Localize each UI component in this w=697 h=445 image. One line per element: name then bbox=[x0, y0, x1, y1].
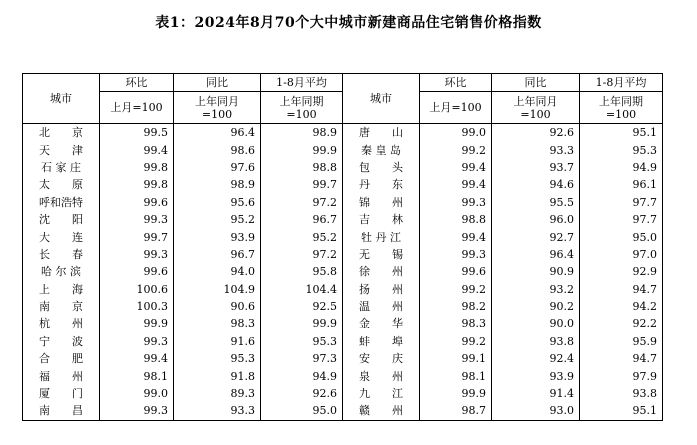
avg-cell-left: 97.2 bbox=[261, 194, 343, 211]
mom-cell-right: 99.4 bbox=[420, 228, 492, 245]
avg-cell-right: 94.9 bbox=[580, 159, 663, 176]
table-row bbox=[23, 176, 663, 193]
avg-cell-left: 95.2 bbox=[261, 228, 343, 245]
avg-cell-right: 94.2 bbox=[580, 298, 663, 315]
avg-cell-right: 95.9 bbox=[580, 333, 663, 350]
avg-header-right: 1-8月平均 bbox=[580, 74, 663, 92]
city-cell-right: 金 华 bbox=[343, 315, 420, 332]
yoy-cell-right: 90.0 bbox=[492, 315, 580, 332]
yoy-cell-left: 98.3 bbox=[174, 315, 261, 332]
yoy-cell-left: 96.7 bbox=[174, 246, 261, 263]
table-row bbox=[23, 367, 663, 384]
city-cell-left: 南 京 bbox=[23, 298, 100, 315]
avg-cell-right: 95.0 bbox=[580, 228, 663, 245]
mom-cell-left: 100.6 bbox=[100, 281, 174, 298]
yoy-cell-right: 93.9 bbox=[492, 367, 580, 384]
avg-cell-left: 97.3 bbox=[261, 350, 343, 367]
table-row bbox=[23, 350, 663, 367]
city-cell-right: 扬 州 bbox=[343, 281, 420, 298]
mom-cell-left: 99.8 bbox=[100, 159, 174, 176]
avg-cell-right: 95.1 bbox=[580, 402, 663, 420]
table-row bbox=[23, 315, 663, 332]
mom-cell-left: 99.7 bbox=[100, 228, 174, 245]
mom-cell-right: 99.9 bbox=[420, 385, 492, 402]
mom-cell-left: 99.6 bbox=[100, 194, 174, 211]
city-header-right: 城市 bbox=[343, 74, 420, 124]
table-row bbox=[23, 385, 663, 402]
city-cell-right: 锦 州 bbox=[343, 194, 420, 211]
city-cell-right: 赣 州 bbox=[343, 402, 420, 420]
mom-cell-right: 99.2 bbox=[420, 281, 492, 298]
city-cell-left: 宁 波 bbox=[23, 333, 100, 350]
city-cell-right: 九 江 bbox=[343, 385, 420, 402]
mom-cell-right: 98.7 bbox=[420, 402, 492, 420]
city-cell-right: 包 头 bbox=[343, 159, 420, 176]
avg-cell-right: 94.7 bbox=[580, 281, 663, 298]
yoy-cell-right: 92.6 bbox=[492, 124, 580, 142]
city-cell-right: 吉 林 bbox=[343, 211, 420, 228]
yoy-header-right: 同比 bbox=[492, 74, 580, 92]
city-cell-left: 呼和浩特 bbox=[23, 194, 100, 211]
yoy-cell-left: 94.0 bbox=[174, 263, 261, 280]
mom-cell-left: 99.4 bbox=[100, 350, 174, 367]
avg-cell-left: 92.6 bbox=[261, 385, 343, 402]
mom-cell-left: 99.5 bbox=[100, 124, 174, 142]
mom-cell-left: 99.3 bbox=[100, 246, 174, 263]
mom-cell-left: 99.3 bbox=[100, 211, 174, 228]
avg-base-line1: 上年同期 bbox=[279, 94, 324, 108]
city-cell-left: 哈 尔 滨 bbox=[23, 263, 100, 280]
yoy-cell-left: 97.6 bbox=[174, 159, 261, 176]
avg-base-left bbox=[261, 92, 343, 124]
table-row bbox=[23, 281, 663, 298]
yoy-cell-left: 89.3 bbox=[174, 385, 261, 402]
yoy-cell-right: 90.2 bbox=[492, 298, 580, 315]
city-cell-right: 安 庆 bbox=[343, 350, 420, 367]
mom-cell-left: 99.0 bbox=[100, 385, 174, 402]
yoy-base-line2: =100 bbox=[520, 107, 551, 121]
city-cell-left: 上 海 bbox=[23, 281, 100, 298]
city-cell-left: 沈 阳 bbox=[23, 211, 100, 228]
avg-cell-left: 98.8 bbox=[261, 159, 343, 176]
table-header bbox=[23, 74, 663, 124]
avg-base-right bbox=[580, 92, 663, 124]
mom-base-left: 上月=100 bbox=[100, 92, 174, 124]
mom-cell-right: 99.3 bbox=[420, 246, 492, 263]
city-cell-right: 徐 州 bbox=[343, 263, 420, 280]
table-row bbox=[23, 228, 663, 245]
mom-header-left: 环比 bbox=[100, 74, 174, 92]
city-cell-right: 温 州 bbox=[343, 298, 420, 315]
yoy-cell-right: 93.8 bbox=[492, 333, 580, 350]
city-cell-left: 合 肥 bbox=[23, 350, 100, 367]
table-row bbox=[23, 402, 663, 420]
mom-cell-right: 99.3 bbox=[420, 194, 492, 211]
table-row bbox=[23, 159, 663, 176]
avg-cell-left: 95.0 bbox=[261, 402, 343, 420]
yoy-base-line2: =100 bbox=[201, 107, 233, 121]
avg-cell-right: 95.3 bbox=[580, 141, 663, 158]
avg-cell-right: 92.2 bbox=[580, 315, 663, 332]
city-cell-left: 太 原 bbox=[23, 176, 100, 193]
avg-base-line1: 上年同期 bbox=[599, 94, 643, 108]
mom-cell-left: 99.8 bbox=[100, 176, 174, 193]
mom-cell-right: 98.1 bbox=[420, 367, 492, 384]
avg-base-line2: =100 bbox=[286, 107, 317, 121]
table-row bbox=[23, 211, 663, 228]
yoy-cell-left: 91.6 bbox=[174, 333, 261, 350]
yoy-cell-left: 95.2 bbox=[174, 211, 261, 228]
mom-cell-right: 99.0 bbox=[420, 124, 492, 142]
yoy-cell-right: 93.3 bbox=[492, 141, 580, 158]
city-cell-right: 无 锡 bbox=[343, 246, 420, 263]
mom-cell-right: 99.1 bbox=[420, 350, 492, 367]
table-row bbox=[23, 298, 663, 315]
table-row bbox=[23, 333, 663, 350]
city-cell-left: 厦 门 bbox=[23, 385, 100, 402]
avg-cell-left: 97.2 bbox=[261, 246, 343, 263]
avg-cell-left: 92.5 bbox=[261, 298, 343, 315]
yoy-base-left bbox=[174, 92, 261, 124]
yoy-cell-right: 95.5 bbox=[492, 194, 580, 211]
mom-cell-left: 100.3 bbox=[100, 298, 174, 315]
mom-cell-right: 98.3 bbox=[420, 315, 492, 332]
table-body bbox=[23, 124, 663, 421]
avg-cell-left: 95.3 bbox=[261, 333, 343, 350]
yoy-cell-left: 95.3 bbox=[174, 350, 261, 367]
mom-base-right: 上月=100 bbox=[420, 92, 492, 124]
mom-cell-right: 99.2 bbox=[420, 333, 492, 350]
table-row bbox=[23, 124, 663, 142]
yoy-cell-left: 93.9 bbox=[174, 228, 261, 245]
avg-cell-right: 93.8 bbox=[580, 385, 663, 402]
mom-cell-left: 99.3 bbox=[100, 402, 174, 420]
avg-cell-left: 98.9 bbox=[261, 124, 343, 142]
yoy-cell-left: 91.8 bbox=[174, 367, 261, 384]
avg-cell-right: 92.9 bbox=[580, 263, 663, 280]
mom-header-right: 环比 bbox=[420, 74, 492, 92]
mom-cell-left: 99.9 bbox=[100, 315, 174, 332]
mom-cell-left: 99.6 bbox=[100, 263, 174, 280]
avg-base-line2: =100 bbox=[605, 107, 637, 121]
city-cell-left: 长 春 bbox=[23, 246, 100, 263]
yoy-cell-right: 92.4 bbox=[492, 350, 580, 367]
city-cell-right: 蚌 埠 bbox=[343, 333, 420, 350]
mom-cell-right: 99.4 bbox=[420, 176, 492, 193]
table-row bbox=[23, 141, 663, 158]
yoy-cell-left: 98.9 bbox=[174, 176, 261, 193]
yoy-cell-left: 95.6 bbox=[174, 194, 261, 211]
avg-cell-right: 97.7 bbox=[580, 194, 663, 211]
mom-cell-right: 98.2 bbox=[420, 298, 492, 315]
city-cell-left: 天 津 bbox=[23, 141, 100, 158]
price-index-table-container bbox=[22, 73, 662, 421]
city-cell-left: 杭 州 bbox=[23, 315, 100, 332]
city-cell-right: 泉 州 bbox=[343, 367, 420, 384]
avg-cell-left: 99.7 bbox=[261, 176, 343, 193]
yoy-cell-right: 93.0 bbox=[492, 402, 580, 420]
avg-cell-right: 96.1 bbox=[580, 176, 663, 193]
city-cell-left: 大 连 bbox=[23, 228, 100, 245]
avg-cell-right: 95.1 bbox=[580, 124, 663, 142]
city-cell-left: 福 州 bbox=[23, 367, 100, 384]
table-row bbox=[23, 194, 663, 211]
yoy-base-line1: 上年同月 bbox=[513, 94, 558, 108]
yoy-base-line1: 上年同月 bbox=[195, 94, 239, 108]
yoy-cell-left: 90.6 bbox=[174, 298, 261, 315]
avg-cell-right: 97.7 bbox=[580, 211, 663, 228]
yoy-cell-left: 104.9 bbox=[174, 281, 261, 298]
mom-cell-right: 98.8 bbox=[420, 211, 492, 228]
yoy-cell-right: 94.6 bbox=[492, 176, 580, 193]
yoy-cell-right: 92.7 bbox=[492, 228, 580, 245]
mom-cell-left: 99.3 bbox=[100, 333, 174, 350]
yoy-cell-right: 93.7 bbox=[492, 159, 580, 176]
yoy-cell-left: 96.4 bbox=[174, 124, 261, 142]
avg-header-left: 1-8月平均 bbox=[261, 74, 343, 92]
mom-cell-left: 99.4 bbox=[100, 141, 174, 158]
table-row bbox=[23, 246, 663, 263]
yoy-cell-right: 96.0 bbox=[492, 211, 580, 228]
yoy-cell-left: 93.3 bbox=[174, 402, 261, 420]
avg-cell-left: 104.4 bbox=[261, 281, 343, 298]
yoy-cell-right: 93.2 bbox=[492, 281, 580, 298]
price-index-table bbox=[22, 73, 663, 421]
avg-cell-left: 96.7 bbox=[261, 211, 343, 228]
mom-cell-left: 98.1 bbox=[100, 367, 174, 384]
city-cell-right: 秦 皇 岛 bbox=[343, 141, 420, 158]
avg-cell-right: 94.7 bbox=[580, 350, 663, 367]
city-cell-right: 唐 山 bbox=[343, 124, 420, 142]
yoy-base-right bbox=[492, 92, 580, 124]
yoy-cell-left: 98.6 bbox=[174, 141, 261, 158]
city-cell-left: 北 京 bbox=[23, 124, 100, 142]
yoy-header-left: 同比 bbox=[174, 74, 261, 92]
yoy-cell-right: 91.4 bbox=[492, 385, 580, 402]
page-title: 表1：2024年8月70个大中城市新建商品住宅销售价格指数 bbox=[155, 15, 542, 31]
city-header-left: 城市 bbox=[23, 74, 100, 124]
mom-cell-right: 99.2 bbox=[420, 141, 492, 158]
city-cell-right: 丹 东 bbox=[343, 176, 420, 193]
city-cell-left: 南 昌 bbox=[23, 402, 100, 420]
avg-cell-left: 99.9 bbox=[261, 141, 343, 158]
avg-cell-right: 97.9 bbox=[580, 367, 663, 384]
city-cell-right: 牡 丹 江 bbox=[343, 228, 420, 245]
avg-cell-left: 94.9 bbox=[261, 367, 343, 384]
city-cell-left: 石 家 庄 bbox=[23, 159, 100, 176]
table-row bbox=[23, 263, 663, 280]
avg-cell-right: 97.0 bbox=[580, 246, 663, 263]
mom-cell-right: 99.4 bbox=[420, 159, 492, 176]
mom-cell-right: 99.6 bbox=[420, 263, 492, 280]
yoy-cell-right: 96.4 bbox=[492, 246, 580, 263]
yoy-cell-right: 90.9 bbox=[492, 263, 580, 280]
avg-cell-left: 95.8 bbox=[261, 263, 343, 280]
avg-cell-left: 99.9 bbox=[261, 315, 343, 332]
